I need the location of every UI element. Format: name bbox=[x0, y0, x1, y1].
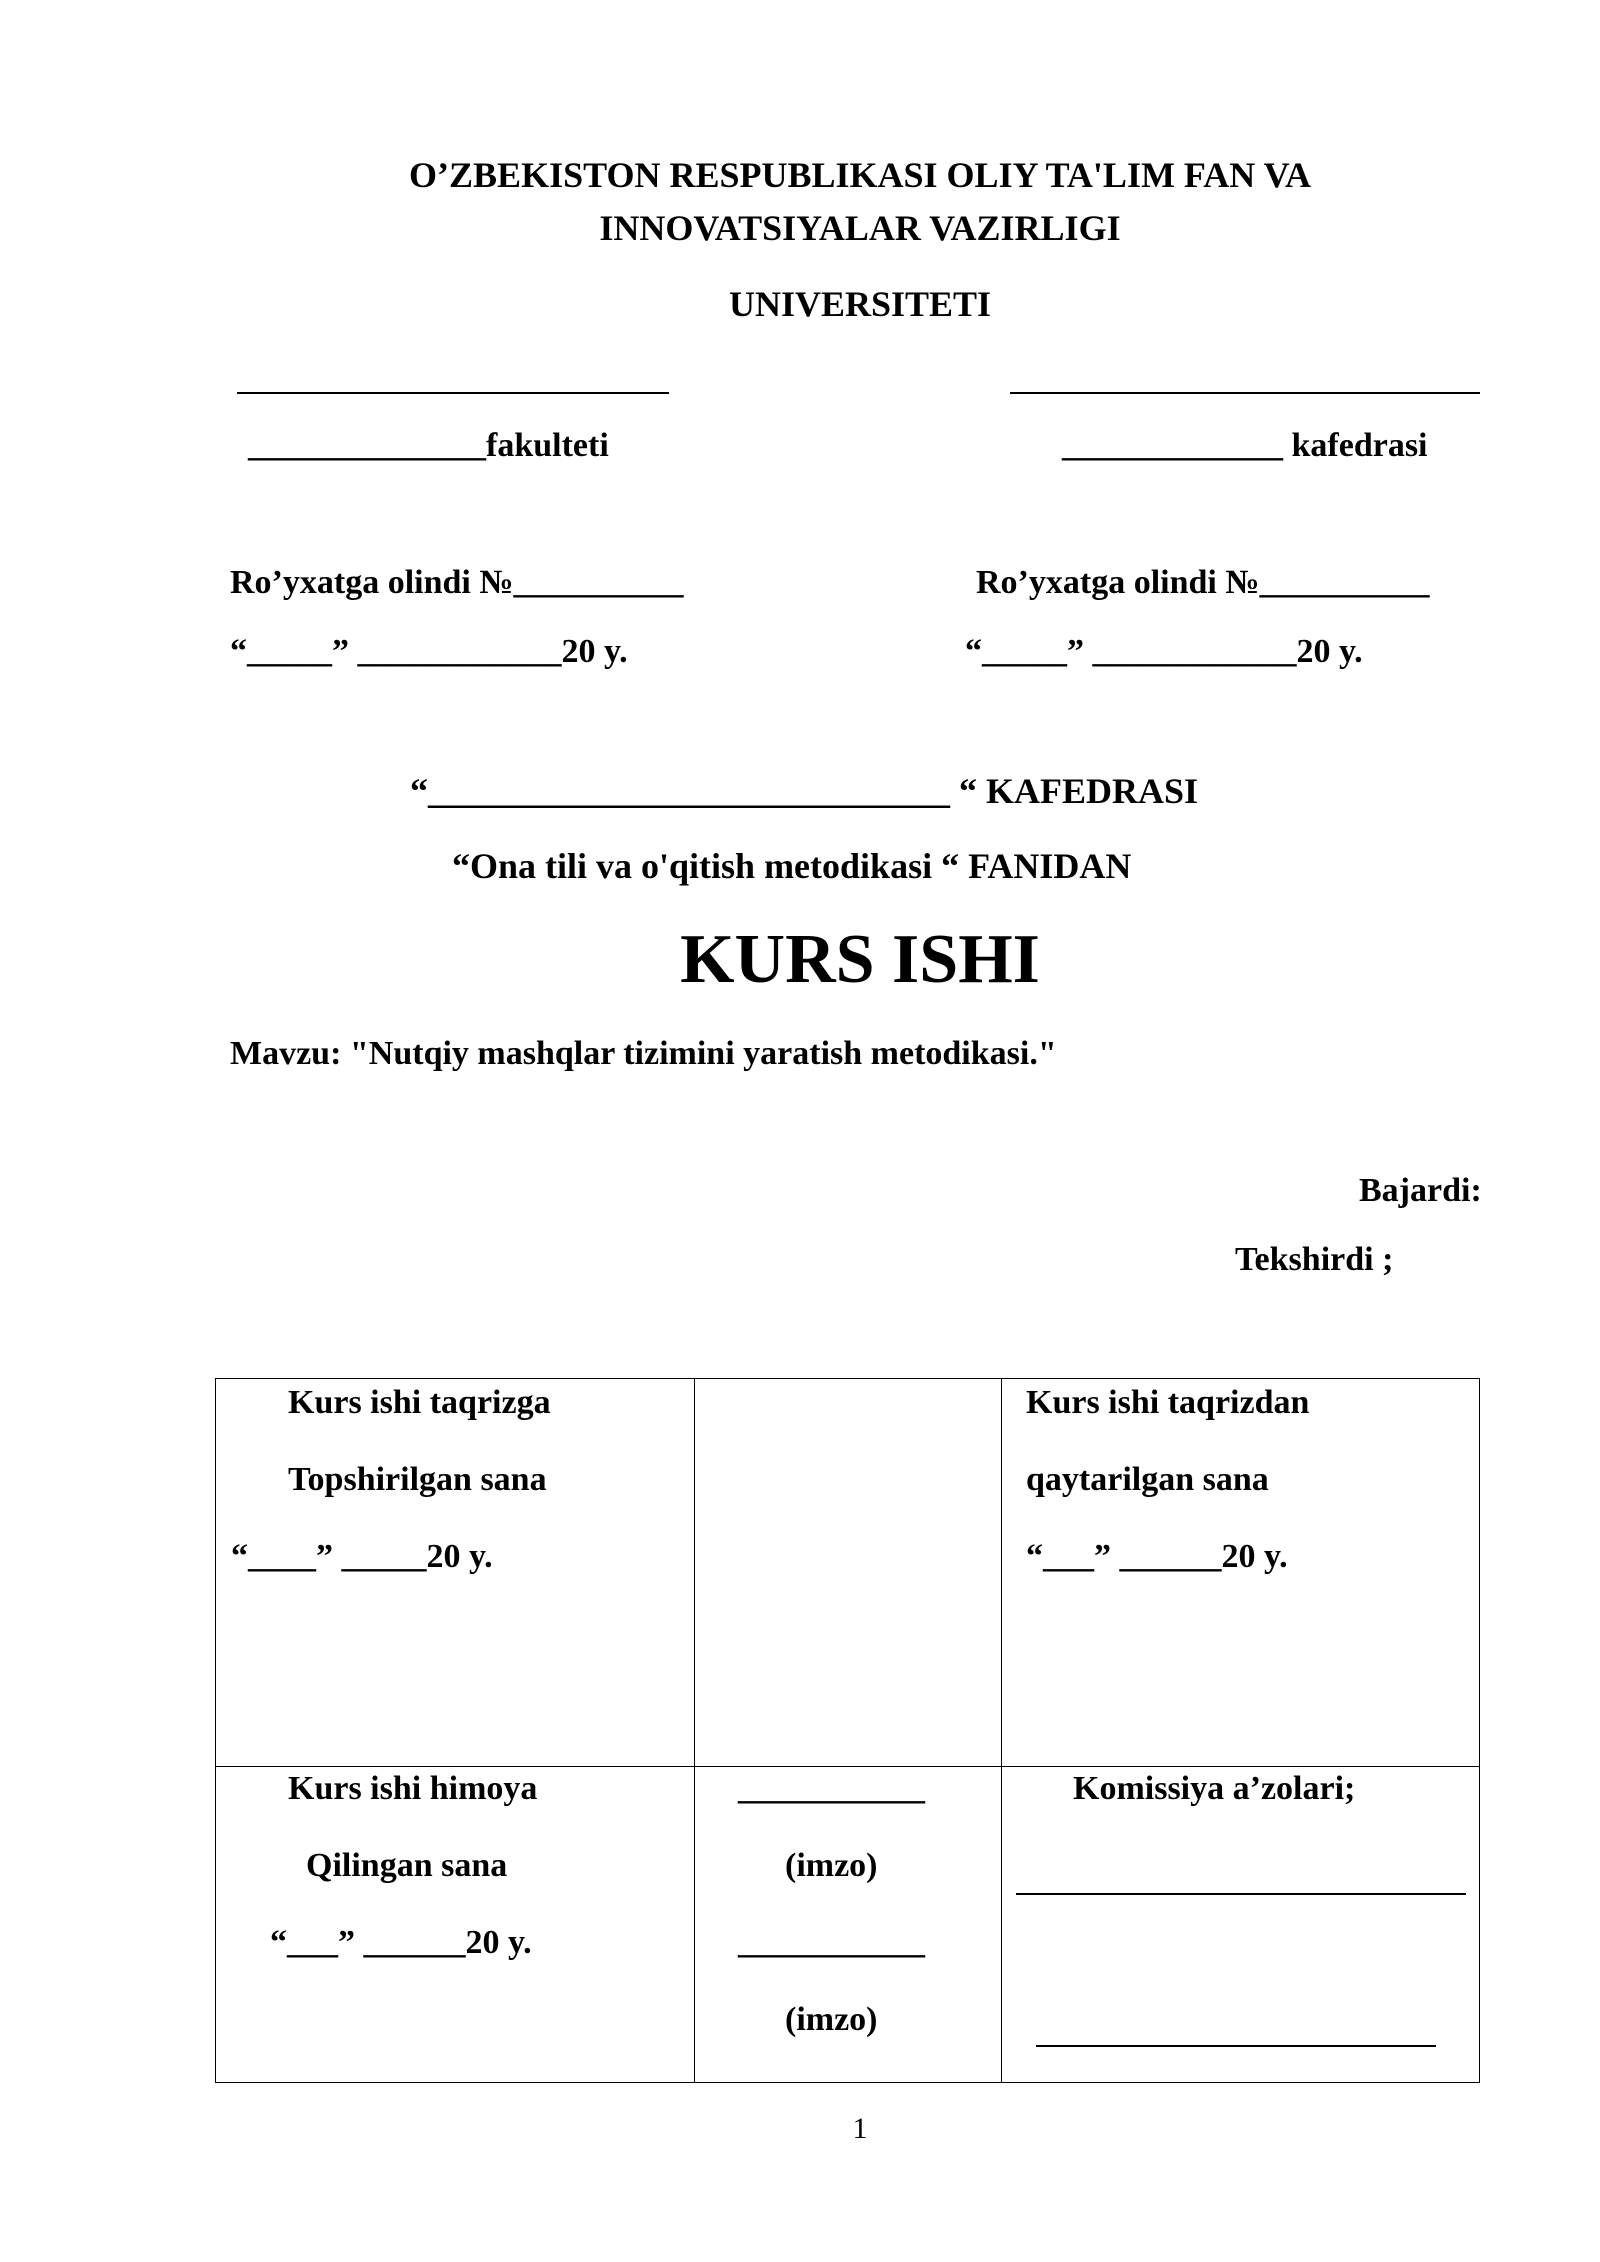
review-submission-title: Kurs ishi taqrizga bbox=[288, 1384, 551, 1421]
ministry-title-line2: INNOVATSIYALAR VAZIRLIGI bbox=[599, 208, 1121, 248]
signature-line-2: ___________ bbox=[738, 1924, 925, 1961]
signature-caption-2: (imzo) bbox=[785, 2001, 878, 2038]
checked-by-label: Tekshirdi ; bbox=[1235, 1241, 1394, 1278]
subject-line: “Ona tili va o'qitish metodikasi “ FANIDAN bbox=[452, 846, 1132, 886]
commission-member-line-2 bbox=[1036, 2045, 1436, 2047]
table-row bbox=[216, 1379, 1480, 1767]
ministry-title-line1: O’ZBEKISTON RESPUBLIKASI OLIY TA'LIM FAN VA bbox=[409, 155, 1311, 195]
review-return-title: Kurs ishi taqrizdan bbox=[1026, 1384, 1310, 1421]
commission-cell bbox=[1002, 1767, 1480, 2083]
defense-date-label: Qilingan sana bbox=[306, 1847, 508, 1884]
review-return-date-label: qaytarilgan sana bbox=[1026, 1461, 1269, 1498]
registration-number-left: Ro’yxatga olindi №__________ bbox=[230, 564, 684, 601]
commission-title: Komissiya a’zolari; bbox=[1073, 1770, 1356, 1807]
review-submission-date: “____” _____20 y. bbox=[231, 1538, 493, 1575]
review-submission-cell bbox=[216, 1379, 695, 1767]
university-name-blank-left bbox=[237, 392, 669, 394]
defense-date: “___” ______20 y. bbox=[270, 1924, 532, 1961]
registration-date-right: “_____” ____________20 y. bbox=[965, 633, 1363, 670]
registration-number-right: Ro’yxatga olindi №__________ bbox=[976, 564, 1430, 601]
registration-date-left: “_____” ____________20 y. bbox=[230, 633, 628, 670]
department-label: _____________ kafedrasi bbox=[1062, 427, 1428, 464]
performed-by-label: Bajardi: bbox=[1359, 1172, 1482, 1209]
defense-title: Kurs ishi himoya bbox=[288, 1770, 538, 1807]
commission-member-line-1 bbox=[1016, 1893, 1466, 1895]
defense-cell bbox=[216, 1767, 695, 2083]
signature-caption-1: (imzo) bbox=[785, 1847, 878, 1884]
review-submission-date-label: Topshirilgan sana bbox=[288, 1461, 547, 1498]
department-line: “_____________________________ “ KAFEDRASI bbox=[410, 771, 1199, 811]
signature-cell bbox=[695, 1767, 1002, 2083]
signature-line-1: ___________ bbox=[738, 1770, 925, 1807]
page-number: 1 bbox=[852, 2112, 868, 2145]
university-name-blank-right bbox=[1010, 392, 1480, 394]
review-return-date: “___” ______20 y. bbox=[1026, 1538, 1288, 1575]
empty-middle-cell bbox=[695, 1379, 1002, 1767]
main-title: KURS ISHI bbox=[680, 921, 1040, 998]
topic-line: Mavzu: "Nutqiy mashqlar tizimini yaratish metodikasi." bbox=[230, 1035, 1057, 1072]
university-title: UNIVERSITETI bbox=[728, 284, 992, 324]
review-return-cell bbox=[1002, 1379, 1480, 1767]
course-work-table bbox=[215, 1378, 1480, 2083]
faculty-label: ______________fakulteti bbox=[248, 427, 609, 464]
table-row bbox=[216, 1767, 1480, 2083]
